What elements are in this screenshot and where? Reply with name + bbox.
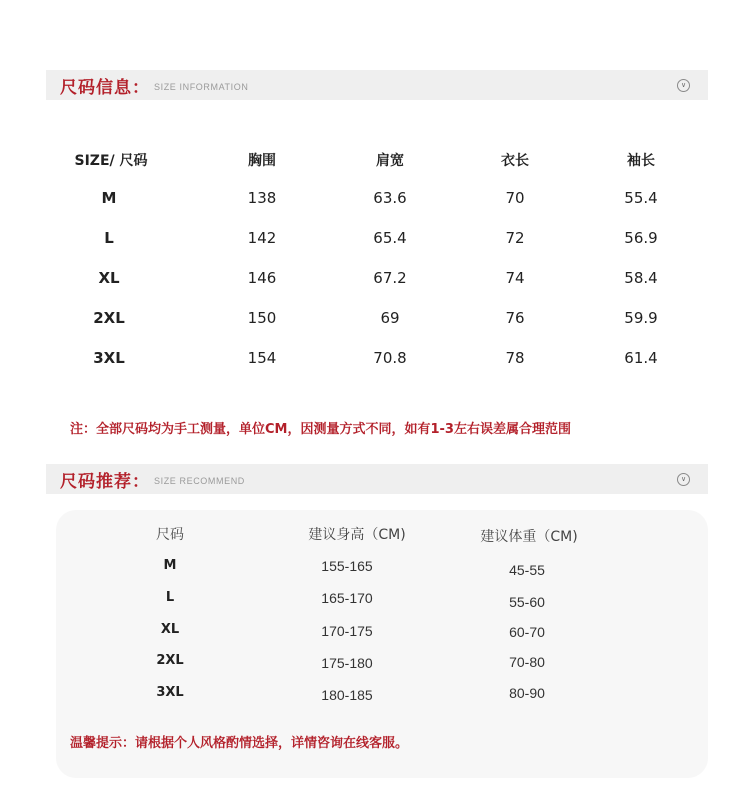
- size-info-title: 尺码信息：: [60, 77, 150, 98]
- table-cell: 55.4: [624, 189, 658, 207]
- table-header-cell: 袖长: [627, 153, 655, 169]
- table-cell: 150: [247, 309, 277, 327]
- table-cell-size: 3XL: [93, 349, 125, 367]
- recommend-cell-height: 175-180: [321, 655, 373, 671]
- table-cell: 69: [380, 309, 400, 327]
- measurement-note: 注：全部尺码均为手工测量，单位CM，因测量方式不同，如有1-3左右误差属合理范围: [70, 422, 571, 437]
- recommend-cell-weight: 45-55: [509, 562, 545, 578]
- size-recommend-header: [46, 464, 708, 494]
- recommend-header-cell: 建议体重（CM): [480, 529, 578, 545]
- recommend-cell-weight: 70-80: [509, 654, 545, 670]
- recommend-cell-size: 3XL: [156, 685, 184, 700]
- recommend-cell-height: 165-170: [321, 590, 373, 606]
- size-info-header: [46, 70, 708, 100]
- table-cell: 58.4: [624, 269, 658, 287]
- recommend-cell-size: 2XL: [156, 653, 184, 668]
- recommend-cell-height: 170-175: [321, 623, 373, 639]
- table-cell: 70: [505, 189, 525, 207]
- recommend-cell-weight: 60-70: [509, 624, 545, 640]
- table-cell: 65.4: [373, 229, 407, 247]
- table-cell-size: M: [101, 189, 117, 207]
- table-cell-size: L: [104, 229, 114, 247]
- recommend-header-cell: 尺码: [156, 527, 184, 543]
- table-header-cell: 衣长: [501, 153, 529, 169]
- table-cell: 138: [247, 189, 277, 207]
- table-cell: 56.9: [624, 229, 658, 247]
- table-header-cell: SIZE/ 尺码: [74, 153, 148, 169]
- table-cell: 78: [505, 349, 525, 367]
- table-cell: 74: [505, 269, 525, 287]
- recommend-cell-size: XL: [160, 622, 180, 637]
- table-cell: 76: [505, 309, 525, 327]
- table-header-cell: 肩宽: [376, 153, 404, 169]
- table-cell-size: XL: [98, 269, 120, 287]
- recommend-cell-weight: 55-60: [509, 594, 545, 610]
- recommend-cell-size: M: [163, 558, 177, 573]
- recommend-header-cell: 建议身高（CM): [308, 527, 406, 543]
- table-cell: 142: [247, 229, 277, 247]
- recommend-cell-height: 155-165: [321, 558, 373, 574]
- table-cell: 70.8: [373, 349, 407, 367]
- recommend-cell-height: 180-185: [321, 687, 373, 703]
- table-cell: 146: [247, 269, 277, 287]
- recommend-tip: 温馨提示：请根据个人风格酌情选择，详情咨询在线客服。: [70, 736, 409, 751]
- size-recommend-title: 尺码推荐：: [60, 471, 150, 492]
- table-cell: 61.4: [624, 349, 658, 367]
- size-recommend-card: [56, 510, 708, 778]
- recommend-cell-weight: 80-90: [509, 685, 545, 701]
- recommend-cell-size: L: [165, 590, 175, 605]
- size-info-subtitle: SIZE INFORMATION: [154, 82, 249, 92]
- chevron-down-circle-icon[interactable]: ∨: [677, 79, 690, 92]
- chevron-down-circle-icon[interactable]: ∨: [677, 473, 690, 486]
- table-header-cell: 胸围: [248, 153, 276, 169]
- table-cell: 154: [247, 349, 277, 367]
- table-cell: 67.2: [373, 269, 407, 287]
- table-cell: 72: [505, 229, 525, 247]
- size-recommend-subtitle: SIZE RECOMMEND: [154, 476, 245, 486]
- table-cell: 63.6: [373, 189, 407, 207]
- table-cell: 59.9: [624, 309, 658, 327]
- table-cell-size: 2XL: [93, 309, 125, 327]
